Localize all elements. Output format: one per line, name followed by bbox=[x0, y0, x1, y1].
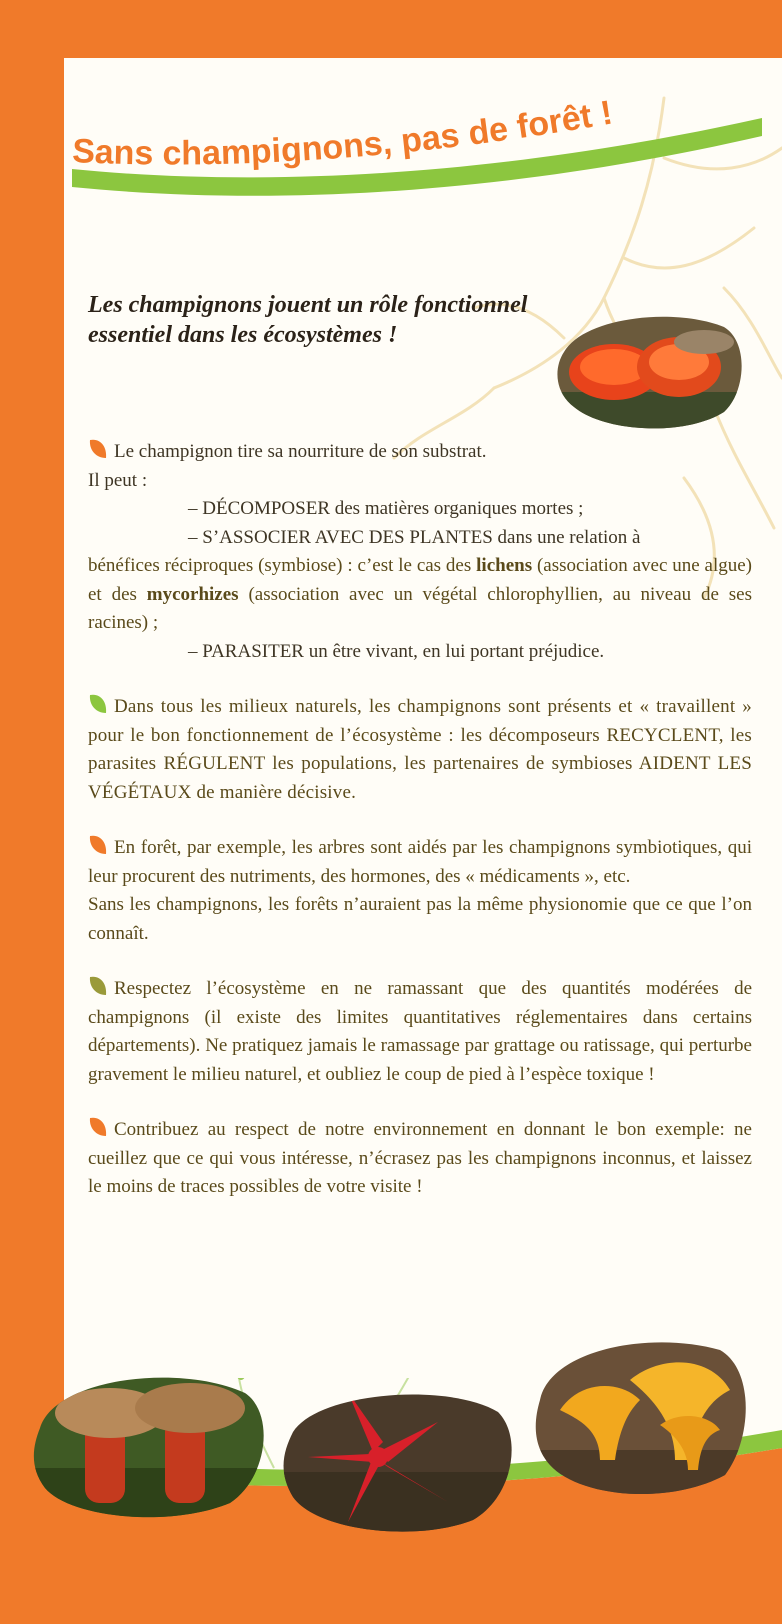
symbiose-text-c: (association avec un végétal chlorophyllien, au niveau de ses racines) ; bbox=[88, 583, 752, 633]
paragraph-substrate bbox=[88, 438, 752, 666]
red-starfish-fungus-photo bbox=[278, 1382, 518, 1532]
lichens-term: lichens bbox=[476, 555, 533, 576]
green-leaf-icon bbox=[88, 693, 108, 715]
ecosystem-text: Dans tous les milieux naturels, les champignons sont présents et « travaillent » pour le bon fonctionnement de l’écosystème : les décomposeurs RECYCLENT, les parasites RÉGULENT les populations, les partenaires de symbioses AIDENT LES VÉGÉTAUX de manière décisive. bbox=[88, 696, 752, 803]
intro-line-2: essentiel dans les écosystèmes ! bbox=[88, 322, 398, 348]
title-banner bbox=[72, 90, 772, 200]
substrate-symbiose bbox=[88, 552, 752, 638]
environment-text: Contribuez au respect de notre environnement en donnant le bon exemple: ne cueillez que ce qui vous intéresse, n’écrasez pas les champignons inconnus, et laissez le moins de traces possibles de votre visite ! bbox=[88, 1119, 752, 1197]
substrate-line-2: Il peut : bbox=[88, 469, 148, 491]
olive-leaf-icon bbox=[88, 975, 108, 997]
bolete-mushroom-photo bbox=[30, 1368, 270, 1518]
body-text bbox=[88, 438, 752, 1229]
orange-cup-fungus-photo bbox=[554, 312, 744, 430]
paragraph-forest bbox=[88, 834, 752, 948]
substrate-item-3: – PARASITER un être vivant, en lui portant préjudice. bbox=[188, 640, 605, 662]
orange-leaf-icon bbox=[88, 1116, 108, 1138]
page-title: Sans champignons, pas de forêt ! bbox=[72, 93, 616, 173]
substrate-line-1: Le champignon tire sa nourriture de son substrat. bbox=[114, 441, 487, 462]
intro-heading bbox=[88, 290, 608, 350]
paragraph-environment bbox=[88, 1116, 752, 1202]
respect-text: Respectez l’écosystème en ne ramassant que des quantités modérées de champignons (il existe des limites quantitatives réglementaires dans certains départements). Ne pratiquez jamais le ramassage par grattage ou ratissage, qui perturbe gravement le milieu naturel, et oubliez le coup de pied à l’espèce toxique ! bbox=[88, 978, 752, 1085]
chanterelle-mushroom-photo bbox=[530, 1330, 755, 1500]
symbiose-text-a: bénéfices réciproques (symbiose) : c’est le cas des bbox=[88, 555, 472, 576]
forest-text-1: En forêt, par exemple, les arbres sont aidés par les champignons symbiotiques, qui leur procurent des nutriments, des hormones, des « médicaments », etc. bbox=[88, 837, 752, 887]
substrate-item-1: – DÉCOMPOSER des matières organiques mortes ; bbox=[188, 498, 584, 519]
orange-leaf-icon bbox=[88, 438, 108, 460]
mycorhizes-term: mycorhizes bbox=[146, 583, 239, 605]
orange-leaf-icon bbox=[88, 834, 108, 856]
intro-line-1: Les champignons jouent un rôle fonctionnel bbox=[88, 292, 528, 318]
paragraph-respect bbox=[88, 975, 752, 1089]
symbiose-text-b: (association avec une algue) et des bbox=[88, 555, 753, 605]
paragraph-ecosystem bbox=[88, 693, 752, 807]
substrate-item-2: – S’ASSOCIER AVEC DES PLANTES dans une relation à bbox=[188, 526, 641, 548]
forest-text-2: Sans les champignons, les forêts n’auraient pas la même physionomie que ce que l’on connaît. bbox=[88, 894, 752, 944]
